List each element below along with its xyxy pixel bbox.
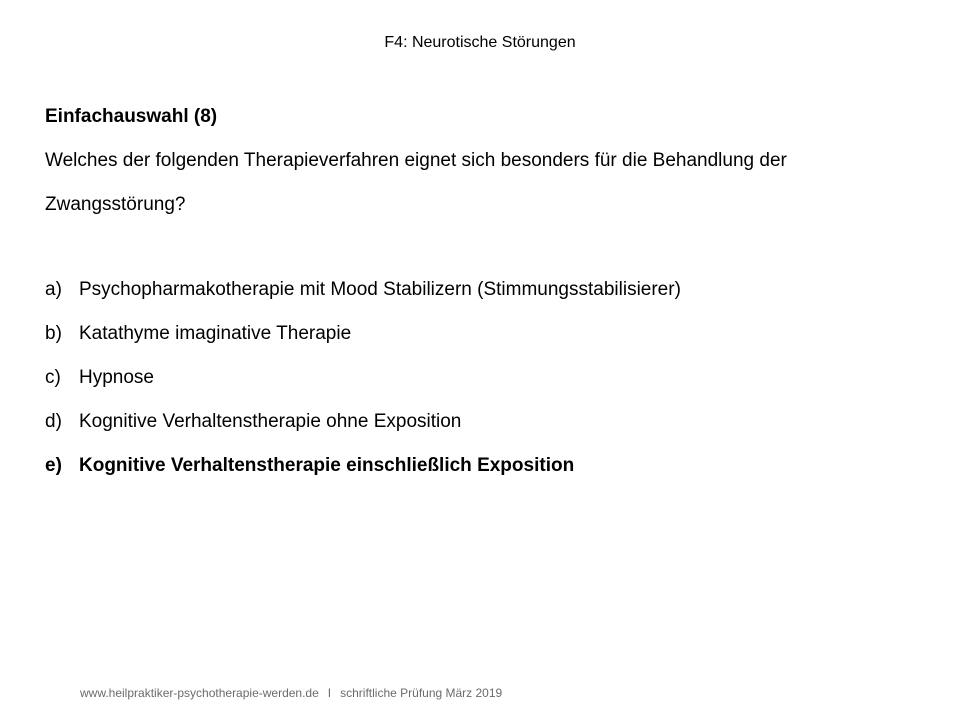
answer-option-b (45, 319, 925, 363)
answer-text: Kognitive Verhaltenstherapie einschließlich Exposition (79, 455, 575, 476)
answer-letter: b) (45, 323, 62, 344)
answer-letter: a) (45, 279, 62, 300)
answer-letter: c) (45, 367, 61, 388)
slide-title: F4: Neurotische Störungen (384, 34, 576, 51)
answer-list (45, 275, 925, 495)
answer-text: Hypnose (79, 367, 154, 388)
answer-text: Psychopharmakotherapie mit Mood Stabilizern (Stimmungsstabilisierer) (79, 279, 681, 300)
slide-footer (80, 686, 502, 700)
footer-separator: I (327, 686, 332, 700)
answer-option-d (45, 407, 925, 451)
answer-text: Kognitive Verhaltenstherapie ohne Exposition (79, 411, 462, 432)
answer-option-a (45, 275, 925, 319)
answer-option-c (45, 363, 925, 407)
question-block (45, 103, 925, 227)
footer-exam: schriftliche Prüfung März 2019 (340, 686, 503, 700)
question-type-label: Einfachauswahl (8) (45, 106, 218, 127)
answer-letter: d) (45, 411, 62, 432)
answer-option-e-correct (45, 451, 925, 495)
question-text: Welches der folgenden Therapieverfahren eignet sich besonders für die Behandlung der Zwangsstörung? (45, 150, 787, 215)
answer-letter: e) (45, 455, 62, 476)
footer-website: www.heilpraktiker-psychotherapie-werden.de (80, 686, 319, 700)
answer-text: Katathyme imaginative Therapie (79, 323, 352, 344)
